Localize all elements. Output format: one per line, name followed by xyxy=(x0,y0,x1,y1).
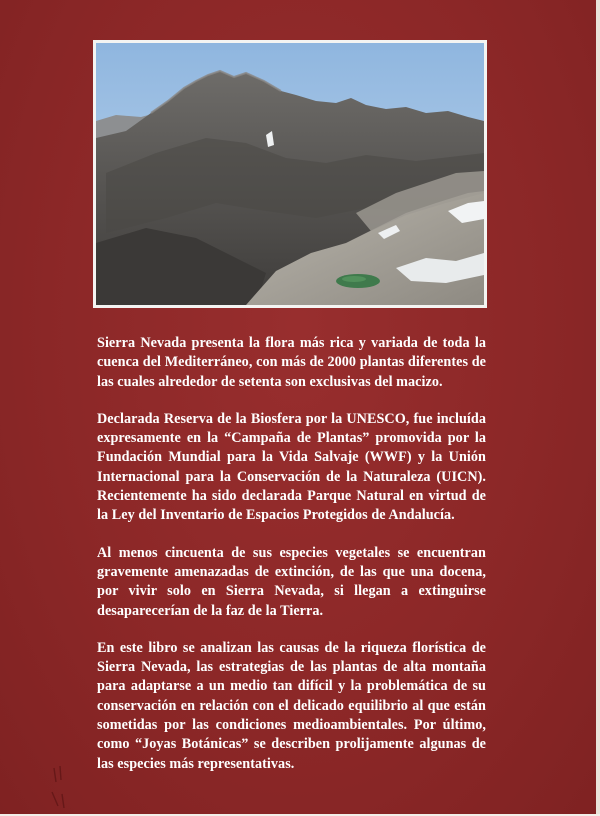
page-edge xyxy=(596,0,600,814)
paragraph: Al menos cincuenta de sus especies vegetales se encuentran gravemente amenazadas de extinción, de las que una docena, por vivir solo en Sierra Nevada, si llegan a extinguirse desaparecerían de la faz de la Tierra. xyxy=(97,544,486,619)
pencil-marks xyxy=(48,762,88,816)
paragraph: Declarada Reserva de la Biosfera por la UNESCO, fue incluída expresamente en la “Campaña de Plantas” promovida por la Fundación Mundial para la Vida Salvaje (WWF) y la Unión Internacional para la Conservación de la Naturaleza (UICN). Recientemente ha sido declarada Parque Natural en virtud de la Ley del Inventario de Espacios Protegidos de Andalucía. xyxy=(97,410,486,524)
back-cover-blurb xyxy=(97,334,486,774)
paragraph: Sierra Nevada presenta la flora más rica y variada de toda la cuenca del Mediterráneo, con más de 2000 plantas diferentes de las cuales alrededor de setenta son exclusivas del macizo. xyxy=(97,335,486,390)
cover-photo-frame xyxy=(93,40,487,308)
paragraph: En este libro se analizan las causas de la riqueza florística de Sierra Nevada, las estrategias de las plantas de alta montaña para adaptarse a un medio tan difícil y la problemática de su conservación en relación con el delicado equilibrio al que están sometidas por las condiciones medioambientales. Por último, como “Joyas Botánicas” se describen prolijamente algunas de las especies más representativas. xyxy=(97,639,486,772)
mountain-photo xyxy=(96,43,484,305)
